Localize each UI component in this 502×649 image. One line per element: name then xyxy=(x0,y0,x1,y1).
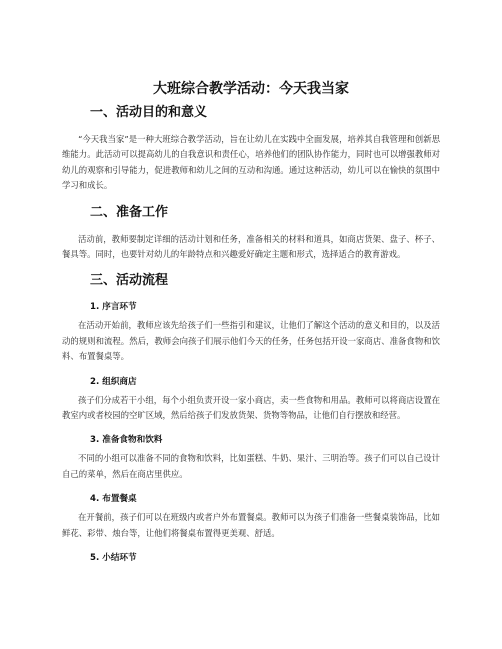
step-title-4: 4. 布置餐桌 xyxy=(90,494,137,505)
step-title-1: 1. 序言环节 xyxy=(90,302,137,313)
step-title-5: 5. 小结环节 xyxy=(90,553,137,564)
step-paragraph-1: 在活动开始前，教师应该先给孩子们一些指引和建议，让他们了解这个活动的意义和目的，以及活动的规则和流程。然后，教师会向孩子们展示他们今天的任务，任务包括开设一家商店、准备食物和饮料、布置餐桌等。 xyxy=(62,320,440,362)
section-paragraph-purpose: “今天我当家”是一种大班综合教学活动，旨在让幼儿在实践中全面发展，培养其自我管理和创新思维能力。此活动可以提高幼儿的自我意识和责任心，培养他们的团队协作能力，同时也可以增强教师对幼儿的观察和引导能力，促进教师和幼儿之间的互动和沟通。通过这种活动，幼儿可以在愉快的氛围中学习和成长。 xyxy=(62,134,440,191)
step-paragraph-4: 在开餐前，孩子们可以在班级内或者户外布置餐桌。教师可以为孩子们准备一些餐桌装饰品，比如鲜花、彩带、烛台等，让他们将餐桌布置得更美观、舒适。 xyxy=(62,512,440,538)
step-paragraph-3: 不同的小组可以准备不同的食物和饮料，比如蛋糕、牛奶、果汁、三明治等。孩子们可以自己设计自己的菜单，然后在商店里供应。 xyxy=(62,453,440,479)
step-title-2: 2. 组织商店 xyxy=(90,376,137,387)
step-title-3: 3. 准备食物和饮料 xyxy=(90,435,163,446)
section-heading-process: 三、活动流程 xyxy=(90,273,169,289)
section-heading-preparation: 二、准备工作 xyxy=(90,204,169,220)
section-heading-purpose: 一、活动目的和意义 xyxy=(90,105,208,120)
document-title: 大班综合教学活动：今天我当家 xyxy=(153,81,349,97)
step-paragraph-2: 孩子们分成若干小组，每个小组负责开设一家小商店，卖一些食物和用品。教师可以将商店设置在教室内或者校园的空旷区域，然后给孩子们发放货架、货物等物品，让他们自行摆放和经营。 xyxy=(62,394,440,421)
section-paragraph-preparation: 活动前，教师要制定详细的活动计划和任务，准备相关的材料和道具，如商店货架、盘子、杯子、餐具等。同时，也要针对幼儿的年龄特点和兴趣爱好确定主题和形式，选择适合的教育游戏。 xyxy=(62,233,440,260)
